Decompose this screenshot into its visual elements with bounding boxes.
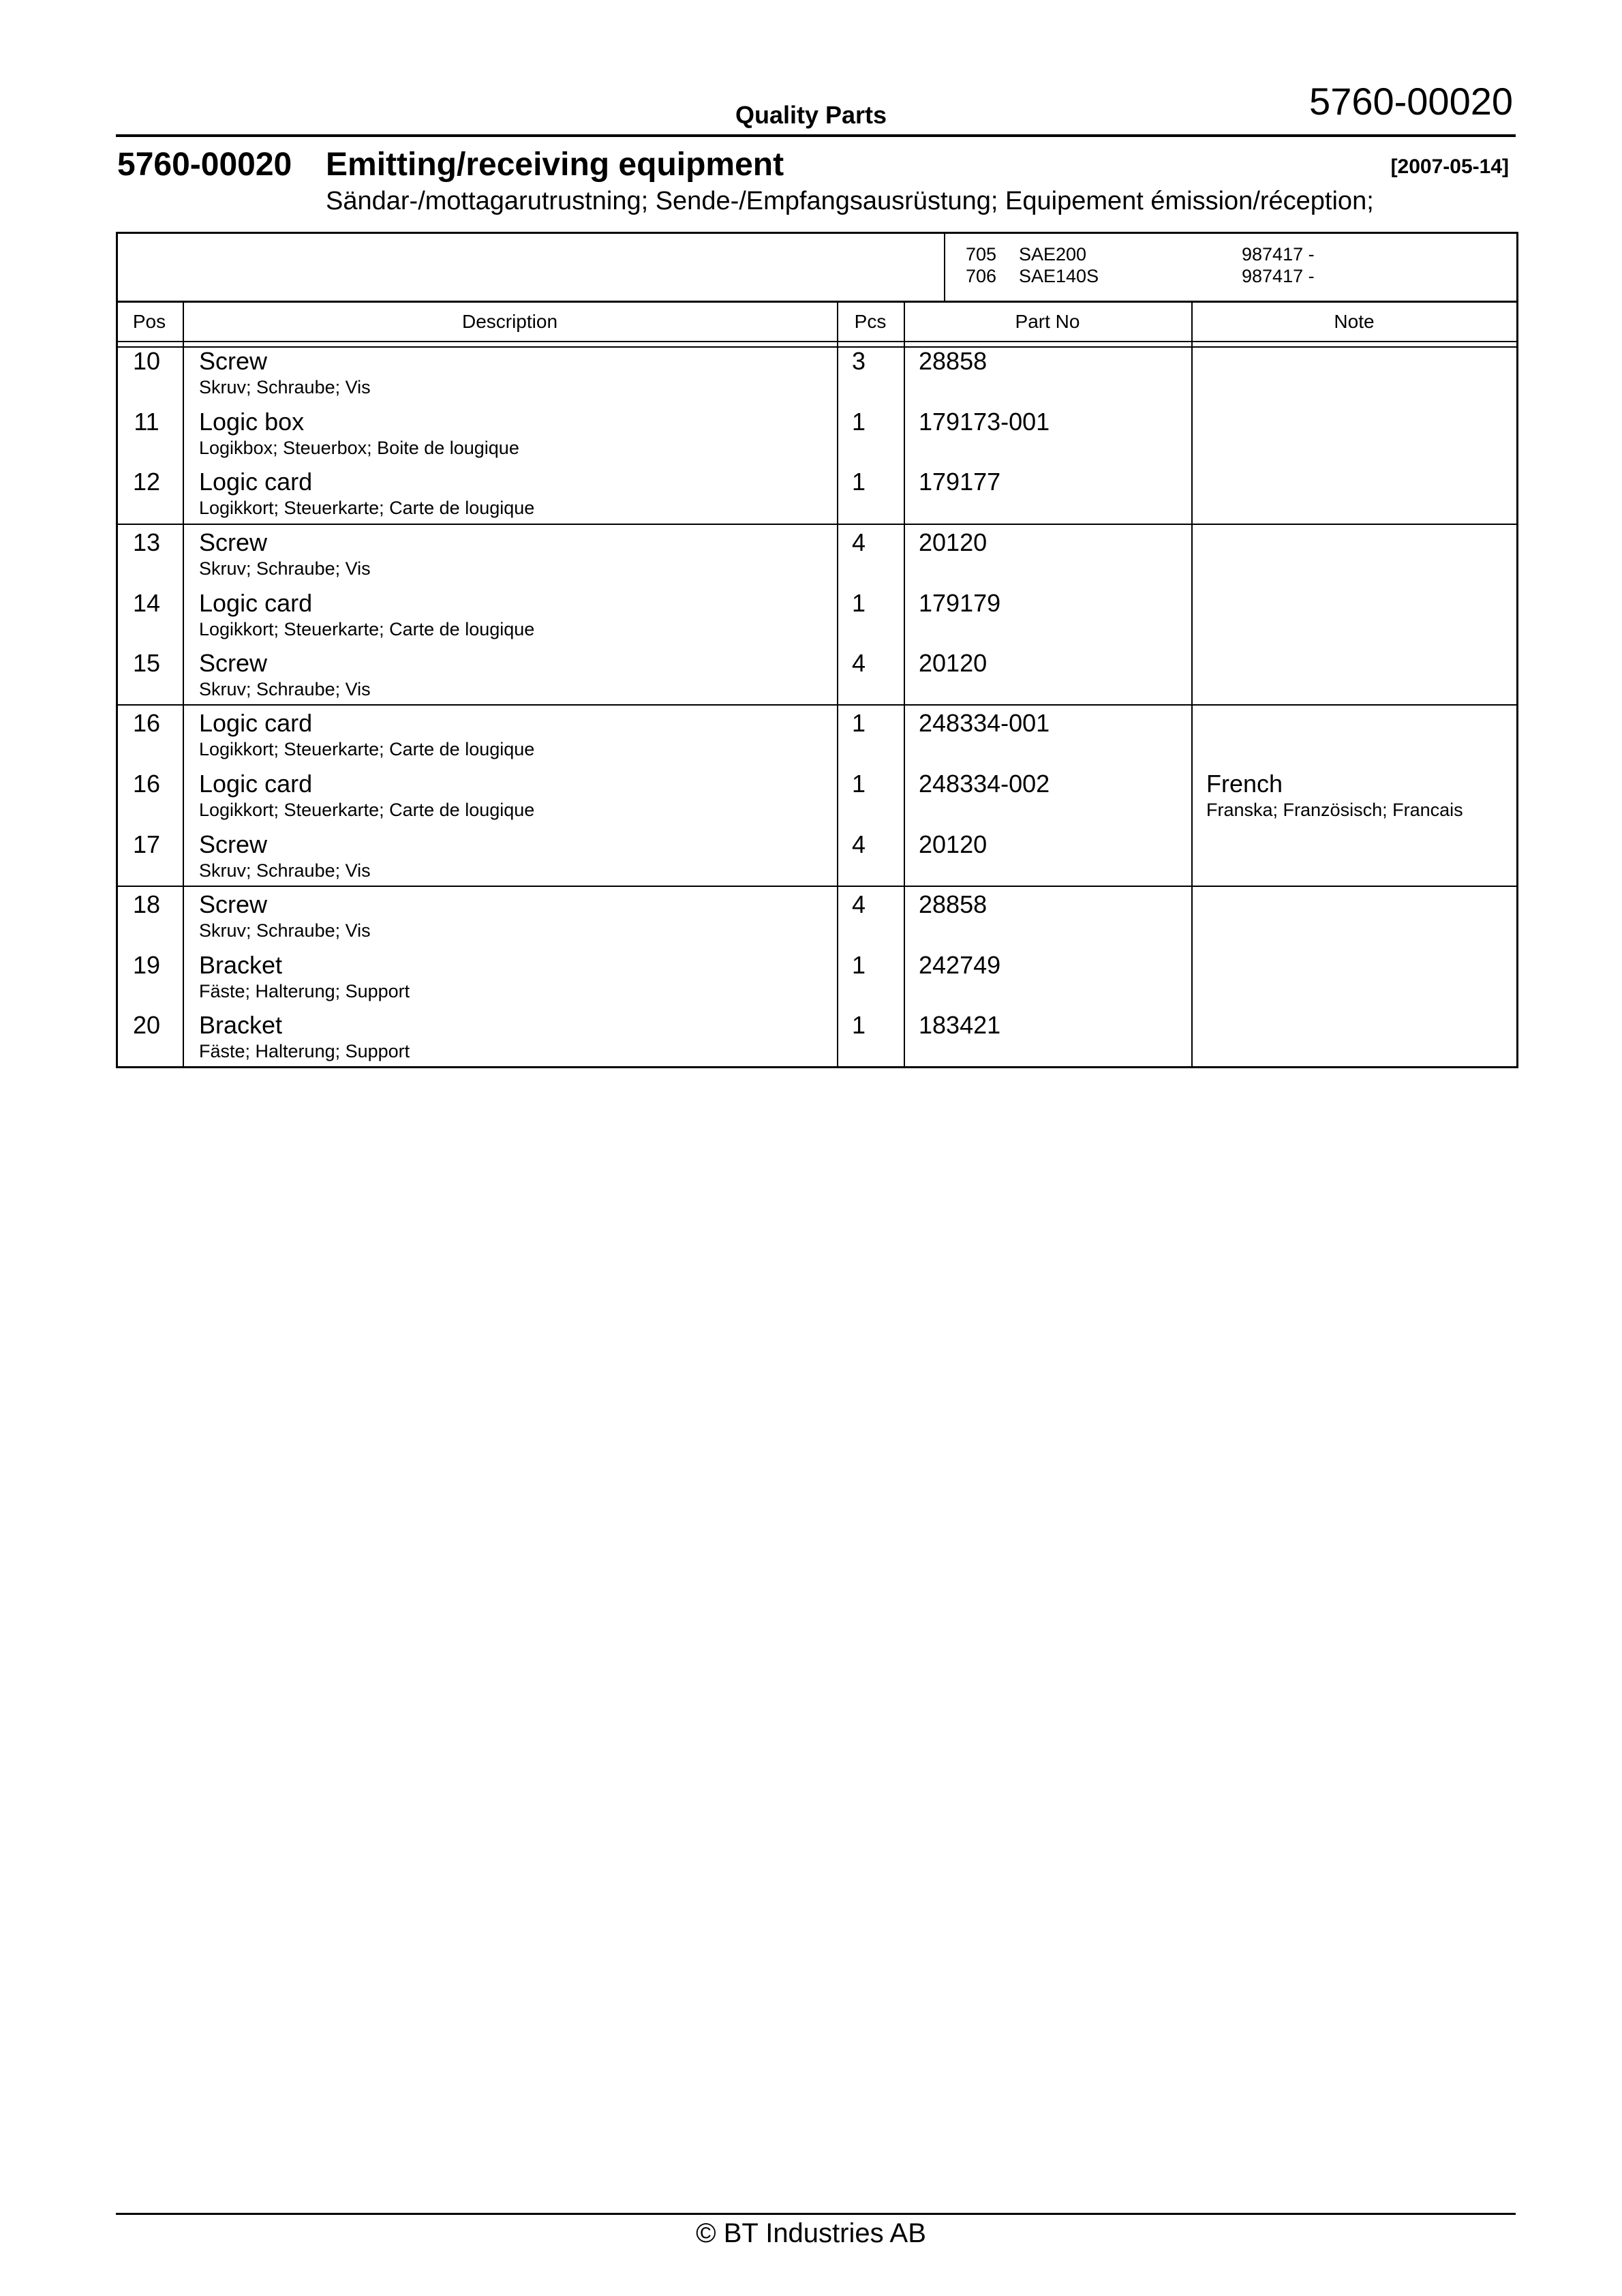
row-part-no: 179173-001 [919,408,1050,436]
row-part-no: 248334-002 [919,770,1050,798]
row-pos: 10 [132,347,161,375]
row-translation: Fäste; Halterung; Support [199,981,410,1001]
footer-rule [116,2213,1516,2215]
column-header-pos: Pos [132,311,166,332]
column-header-pcs: Pcs [854,311,887,332]
group-divider [116,524,1518,525]
column-header-description: Description [461,311,558,332]
row-part-no: 248334-001 [919,709,1050,737]
column-divider [837,301,838,1066]
footer-copyright: © BT Industries AB [696,2218,926,2248]
row-description: Screw [199,830,268,858]
row-part-no: 28858 [919,347,988,375]
row-part-no: 28858 [919,890,988,918]
row-pos: 16 [132,770,161,798]
row-description: Logic box [199,408,305,436]
group-divider [116,886,1518,887]
row-translation: Skruv; Schraube; Vis [199,920,371,941]
parts-table [116,232,1518,1068]
row-translation: Logikbox; Steuerbox; Boite de lougique [199,438,519,458]
row-description: Screw [199,649,268,677]
row-translation: Logikkort; Steuerkarte; Carte de lougique [199,739,535,759]
model-name: SAE140S [1019,266,1099,286]
row-translation: Skruv; Schraube; Vis [199,679,371,699]
column-divider [904,301,905,1066]
row-pcs: 4 [852,830,866,858]
row-pcs: 1 [852,951,866,979]
column-header-note: Note [1334,311,1375,332]
row-pcs: 1 [852,408,866,436]
row-part-no: 20120 [919,649,988,677]
row-description: Screw [199,890,268,918]
row-pos: 11 [134,408,159,436]
column-header-bottom-rule [116,346,1518,348]
section-subtitle: Sändar-/mottagarutrustning; Sende-/Empfangsausrüstung; Equipement émission/réception; [326,187,1374,215]
row-pos: 12 [132,468,161,496]
document-number: 5760-00020 [1309,80,1513,123]
row-pos: 13 [132,528,161,556]
model-code: 705 [966,244,997,265]
column-divider [183,301,184,1066]
column-header-bottom-rule [116,341,1518,342]
row-pos: 14 [132,589,161,617]
row-pcs: 4 [852,528,866,556]
row-pcs: 4 [852,890,866,918]
row-description: Logic card [199,709,313,737]
row-description: Screw [199,528,268,556]
model-serial: 987417 - [1242,266,1315,286]
row-part-no: 179177 [919,468,1001,496]
row-pcs: 1 [852,770,866,798]
row-part-no: 179179 [919,589,1001,617]
section-title: Emitting/receiving equipment [326,147,784,183]
section-date: [2007-05-14] [1390,155,1509,178]
row-part-no: 20120 [919,830,988,858]
row-description: Logic card [199,468,313,496]
row-translation: Fäste; Halterung; Support [199,1041,410,1061]
row-translation: Logikkort; Steuerkarte; Carte de lougique [199,498,535,518]
row-translation: Logikkort; Steuerkarte; Carte de lougique [199,800,535,820]
row-description: Bracket [199,1011,283,1039]
header-rule [116,134,1516,137]
model-code: 706 [966,266,997,286]
row-pos: 20 [132,1011,161,1039]
column-divider [1191,301,1193,1066]
row-pos: 17 [132,830,161,858]
row-translation: Logikkort; Steuerkarte; Carte de lougique [199,619,535,639]
row-pcs: 1 [852,709,866,737]
row-description: Bracket [199,951,283,979]
group-divider [116,704,1518,706]
model-serial: 987417 - [1242,244,1315,265]
row-pos: 16 [132,709,161,737]
row-description: Screw [199,347,268,375]
row-pos: 15 [132,649,161,677]
row-pcs: 3 [852,347,866,375]
column-header-part-no: Part No [1015,311,1080,332]
model-name: SAE200 [1019,244,1087,265]
row-pcs: 1 [852,589,866,617]
page-header-title: Quality Parts [735,101,887,129]
row-part-no: 20120 [919,528,988,556]
row-translation: Skruv; Schraube; Vis [199,377,371,397]
row-note-translation: Franska; Französisch; Francais [1206,800,1463,820]
row-note: French [1206,770,1283,798]
row-pcs: 4 [852,649,866,677]
row-description: Logic card [199,770,313,798]
column-header-top-rule [116,301,1518,303]
model-box [944,232,1516,301]
row-pos: 19 [132,951,161,979]
row-pos: 18 [132,890,161,918]
row-translation: Skruv; Schraube; Vis [199,558,371,579]
row-part-no: 183421 [919,1011,1001,1039]
row-pcs: 1 [852,468,866,496]
row-pcs: 1 [852,1011,866,1039]
row-description: Logic card [199,589,313,617]
row-part-no: 242749 [919,951,1001,979]
section-number: 5760-00020 [117,147,292,183]
row-translation: Skruv; Schraube; Vis [199,860,371,881]
